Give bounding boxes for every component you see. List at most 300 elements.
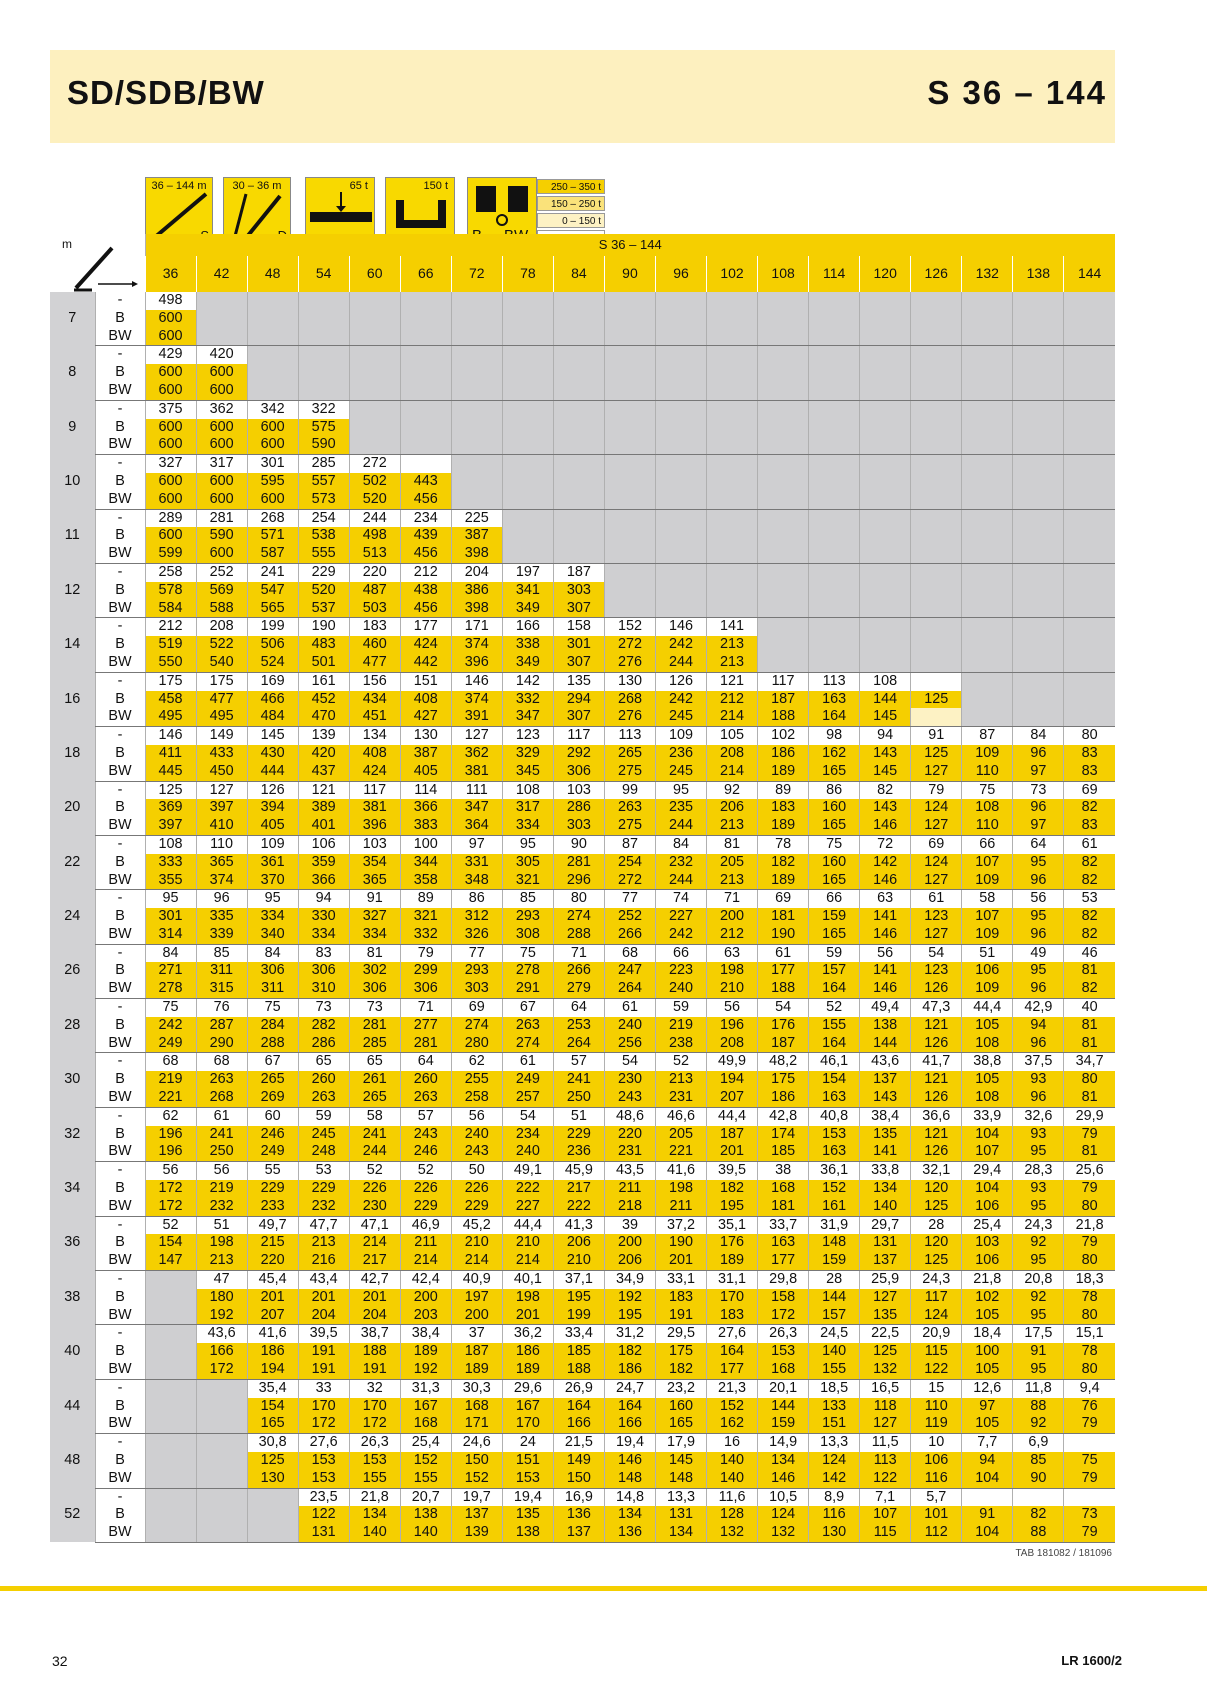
load-value-cell: 424 xyxy=(400,636,451,654)
boom-s-range: 36 – 144 m xyxy=(151,180,207,192)
load-value-cell: 69 xyxy=(911,835,962,853)
load-value-cell xyxy=(707,328,758,346)
load-value-cell xyxy=(809,618,860,636)
load-value-cell xyxy=(1064,527,1115,545)
table-row xyxy=(50,1506,1115,1524)
load-value-cell: 145 xyxy=(860,763,911,781)
load-value-cell xyxy=(1013,419,1064,437)
load-value-cell: 149 xyxy=(553,1452,604,1470)
load-value-cell: 306 xyxy=(298,962,349,980)
load-value-cell: 154 xyxy=(247,1398,298,1416)
load-value-cell: 98 xyxy=(809,727,860,745)
load-value-cell: 200 xyxy=(451,1307,502,1325)
load-value-cell xyxy=(655,364,706,382)
load-value-cell: 153 xyxy=(298,1452,349,1470)
load-value-cell: 122 xyxy=(911,1361,962,1379)
load-value-cell: 243 xyxy=(604,1089,655,1107)
load-value-cell: 137 xyxy=(860,1252,911,1270)
load-value-cell: 81 xyxy=(1064,1143,1115,1161)
load-value-cell xyxy=(604,600,655,618)
load-value-cell xyxy=(1064,491,1115,509)
load-value-cell: 53 xyxy=(1064,890,1115,908)
load-value-cell: 186 xyxy=(502,1343,553,1361)
table-row xyxy=(50,817,1115,835)
load-value-cell: 138 xyxy=(502,1524,553,1542)
load-value-cell xyxy=(962,473,1013,491)
crane-radius-icon xyxy=(70,234,140,292)
load-value-cell: 171 xyxy=(451,618,502,636)
load-value-cell: 293 xyxy=(451,962,502,980)
load-value-cell: 249 xyxy=(145,1035,196,1053)
load-value-cell: 245 xyxy=(298,1126,349,1144)
load-value-cell xyxy=(400,419,451,437)
load-value-cell xyxy=(962,509,1013,527)
load-value-cell xyxy=(553,436,604,454)
load-value-cell xyxy=(1064,600,1115,618)
table-row xyxy=(50,1379,1115,1397)
load-value-cell: 137 xyxy=(451,1506,502,1524)
load-value-cell: 176 xyxy=(758,1017,809,1035)
load-value-cell xyxy=(604,527,655,545)
load-value-cell: 495 xyxy=(196,708,247,726)
load-value-cell: 213 xyxy=(707,817,758,835)
load-value-cell xyxy=(809,292,860,310)
load-value-cell: 321 xyxy=(400,908,451,926)
table-row xyxy=(50,908,1115,926)
load-value-cell xyxy=(502,364,553,382)
load-value-cell: 52 xyxy=(655,1053,706,1071)
load-value-cell: 573 xyxy=(298,491,349,509)
load-value-cell: 17,9 xyxy=(655,1434,706,1452)
table-row xyxy=(50,1343,1115,1361)
row-type-label: BW xyxy=(95,600,145,618)
load-value-cell xyxy=(1013,491,1064,509)
load-value-cell: 126 xyxy=(911,1035,962,1053)
load-value-cell xyxy=(349,292,400,310)
load-value-cell xyxy=(145,1470,196,1488)
row-type-label: BW xyxy=(95,872,145,890)
load-value-cell xyxy=(707,545,758,563)
load-value-cell: 38,7 xyxy=(349,1325,400,1343)
load-value-cell: 280 xyxy=(451,1035,502,1053)
radius-label: 32 xyxy=(50,1107,95,1161)
load-value-cell: 208 xyxy=(707,1035,758,1053)
radius-label: 28 xyxy=(50,999,95,1053)
load-value-cell xyxy=(809,491,860,509)
load-value-cell: 175 xyxy=(196,672,247,690)
load-value-cell: 186 xyxy=(247,1343,298,1361)
load-value-cell: 83 xyxy=(298,944,349,962)
load-value-cell: 398 xyxy=(451,600,502,618)
load-value-cell: 84 xyxy=(655,835,706,853)
load-value-cell: 175 xyxy=(758,1071,809,1089)
load-value-cell: 78 xyxy=(758,835,809,853)
footer-rule xyxy=(0,1586,1207,1591)
load-value-cell xyxy=(1064,436,1115,454)
load-value-cell: 242 xyxy=(655,691,706,709)
load-value-cell: 170 xyxy=(502,1415,553,1433)
load-value-cell xyxy=(145,1524,196,1542)
load-value-cell: 211 xyxy=(655,1198,706,1216)
load-value-cell: 22,5 xyxy=(860,1325,911,1343)
load-value-cell: 135 xyxy=(860,1126,911,1144)
load-value-cell xyxy=(553,346,604,364)
load-value-cell: 92 xyxy=(707,781,758,799)
load-value-cell xyxy=(911,527,962,545)
load-value-cell: 225 xyxy=(451,509,502,527)
table-row xyxy=(50,382,1115,400)
load-value-cell: 64 xyxy=(400,1053,451,1071)
load-value-cell xyxy=(451,292,502,310)
load-value-cell xyxy=(1013,691,1064,709)
load-value-cell xyxy=(196,1415,247,1433)
table-row xyxy=(50,980,1115,998)
load-value-cell xyxy=(655,491,706,509)
load-value-cell: 126 xyxy=(911,1089,962,1107)
load-value-cell: 29,6 xyxy=(502,1379,553,1397)
load-value-cell xyxy=(1064,618,1115,636)
load-value-cell xyxy=(298,364,349,382)
load-value-cell xyxy=(655,455,706,473)
load-value-cell: 272 xyxy=(604,872,655,890)
load-value-cell: 56 xyxy=(1013,890,1064,908)
load-value-cell xyxy=(911,419,962,437)
load-value-cell: 437 xyxy=(298,763,349,781)
load-value-cell: 8,9 xyxy=(809,1488,860,1506)
load-value-cell: 48,6 xyxy=(604,1107,655,1125)
load-value-cell xyxy=(758,654,809,672)
load-value-cell xyxy=(1013,473,1064,491)
load-value-cell: 96 xyxy=(1013,1035,1064,1053)
load-value-cell: 130 xyxy=(604,672,655,690)
load-value-cell xyxy=(758,400,809,418)
load-value-cell: 303 xyxy=(451,980,502,998)
load-value-cell: 149 xyxy=(196,727,247,745)
load-value-cell: 238 xyxy=(655,1035,706,1053)
boom-length-header: 96 xyxy=(655,256,706,292)
load-value-cell xyxy=(502,545,553,563)
load-value-cell: 73 xyxy=(298,999,349,1017)
table-row xyxy=(50,1470,1115,1488)
load-value-cell: 159 xyxy=(758,1415,809,1433)
load-value-cell: 123 xyxy=(502,727,553,745)
load-value-cell: 296 xyxy=(553,872,604,890)
table-row xyxy=(50,1398,1115,1416)
load-value-cell: 120 xyxy=(911,1180,962,1198)
load-value-cell: 72 xyxy=(860,835,911,853)
load-value-cell: 520 xyxy=(298,582,349,600)
load-value-cell: 163 xyxy=(809,691,860,709)
load-value-cell: 11,6 xyxy=(707,1488,758,1506)
load-value-cell xyxy=(604,582,655,600)
load-value-cell: 166 xyxy=(502,618,553,636)
load-value-cell: 47 xyxy=(196,1271,247,1289)
load-value-cell xyxy=(196,1452,247,1470)
load-value-cell: 182 xyxy=(758,854,809,872)
load-value-cell: 71 xyxy=(400,999,451,1017)
load-value-cell: 122 xyxy=(298,1506,349,1524)
load-value-cell: 285 xyxy=(298,455,349,473)
radius-label: 44 xyxy=(50,1379,95,1433)
load-value-cell: 255 xyxy=(451,1071,502,1089)
load-value-cell xyxy=(604,455,655,473)
header-left-title: SD/SDB/BW xyxy=(67,74,265,111)
load-value-cell: 334 xyxy=(349,926,400,944)
load-value-cell: 38,4 xyxy=(400,1325,451,1343)
load-value-cell: 151 xyxy=(809,1415,860,1433)
load-value-cell: 244 xyxy=(655,654,706,672)
load-value-cell: 265 xyxy=(349,1089,400,1107)
load-value-cell xyxy=(1064,654,1115,672)
load-value-cell xyxy=(911,473,962,491)
row-type-label: - xyxy=(95,509,145,527)
load-value-cell: 136 xyxy=(604,1524,655,1542)
load-value-cell: 15,1 xyxy=(1064,1325,1115,1343)
load-value-cell: 18,4 xyxy=(962,1325,1013,1343)
load-value-cell: 269 xyxy=(247,1089,298,1107)
load-value-cell: 93 xyxy=(1013,1126,1064,1144)
load-value-cell: 430 xyxy=(247,745,298,763)
load-value-cell: 140 xyxy=(707,1470,758,1488)
load-value-cell: 599 xyxy=(145,545,196,563)
load-value-cell: 374 xyxy=(196,872,247,890)
radius-label: 18 xyxy=(50,727,95,781)
table-row xyxy=(50,310,1115,328)
load-value-cell: 30,8 xyxy=(247,1434,298,1452)
load-value-cell: 326 xyxy=(451,926,502,944)
load-value-cell: 281 xyxy=(400,1035,451,1053)
load-value-cell: 102 xyxy=(962,1289,1013,1307)
load-value-cell: 183 xyxy=(349,618,400,636)
load-value-cell: 434 xyxy=(349,691,400,709)
load-value-cell: 172 xyxy=(298,1415,349,1433)
load-value-cell xyxy=(1013,582,1064,600)
load-value-cell: 339 xyxy=(196,926,247,944)
load-value-cell: 104 xyxy=(962,1524,1013,1542)
load-value-cell: 49,9 xyxy=(707,1053,758,1071)
load-value-cell xyxy=(809,654,860,672)
load-value-cell: 174 xyxy=(758,1126,809,1144)
load-value-cell: 311 xyxy=(196,962,247,980)
row-type-label: BW xyxy=(95,382,145,400)
load-value-cell: 513 xyxy=(349,545,400,563)
load-value-cell: 160 xyxy=(809,799,860,817)
load-value-cell xyxy=(962,382,1013,400)
load-value-cell xyxy=(707,364,758,382)
load-value-cell xyxy=(502,310,553,328)
load-value-cell: 82 xyxy=(1064,926,1115,944)
load-value-cell: 477 xyxy=(196,691,247,709)
load-value-cell: 201 xyxy=(298,1289,349,1307)
table-row xyxy=(50,962,1115,980)
row-type-label: - xyxy=(95,1271,145,1289)
load-value-cell: 150 xyxy=(451,1452,502,1470)
table-row xyxy=(50,618,1115,636)
load-value-cell: 498 xyxy=(145,292,196,310)
load-value-cell: 43,6 xyxy=(196,1325,247,1343)
load-value-cell xyxy=(400,292,451,310)
load-value-cell: 277 xyxy=(400,1017,451,1035)
load-value-cell: 66 xyxy=(962,835,1013,853)
load-value-cell xyxy=(758,436,809,454)
load-value-cell: 172 xyxy=(196,1361,247,1379)
load-value-cell: 34,9 xyxy=(604,1271,655,1289)
load-value-cell: 396 xyxy=(451,654,502,672)
load-value-cell: 42,7 xyxy=(349,1271,400,1289)
load-value-cell xyxy=(655,382,706,400)
load-value-cell: 56 xyxy=(707,999,758,1017)
load-value-cell xyxy=(707,473,758,491)
load-value-cell xyxy=(604,346,655,364)
load-value-cell: 191 xyxy=(298,1361,349,1379)
load-value-cell: 103 xyxy=(962,1234,1013,1252)
row-type-label: - xyxy=(95,1379,145,1397)
load-value-cell xyxy=(655,545,706,563)
load-value-cell: 125 xyxy=(145,781,196,799)
load-value-cell: 230 xyxy=(349,1198,400,1216)
table-row xyxy=(50,799,1115,817)
load-value-cell xyxy=(145,1361,196,1379)
boom-length-header: 90 xyxy=(604,256,655,292)
load-value-cell: 408 xyxy=(349,745,400,763)
load-value-cell: 229 xyxy=(247,1180,298,1198)
load-value-cell: 61 xyxy=(196,1107,247,1125)
load-value-cell xyxy=(553,491,604,509)
load-value-cell: 139 xyxy=(451,1524,502,1542)
load-value-cell: 175 xyxy=(655,1343,706,1361)
load-value-cell: 96 xyxy=(1013,980,1064,998)
load-value-cell xyxy=(758,346,809,364)
load-value-cell: 92 xyxy=(1013,1415,1064,1433)
load-value-cell: 95 xyxy=(1013,1143,1064,1161)
load-value-cell: 46,9 xyxy=(400,1216,451,1234)
load-value-cell: 294 xyxy=(553,691,604,709)
load-value-cell: 49,4 xyxy=(860,999,911,1017)
row-type-label: B xyxy=(95,1343,145,1361)
load-value-cell xyxy=(860,563,911,581)
load-value-cell: 214 xyxy=(451,1252,502,1270)
load-value-cell: 600 xyxy=(145,328,196,346)
load-value-cell: 49,7 xyxy=(247,1216,298,1234)
load-value-cell: 143 xyxy=(860,1089,911,1107)
table-row xyxy=(50,872,1115,890)
load-value-cell: 79 xyxy=(1064,1126,1115,1144)
load-value-cell: 235 xyxy=(655,799,706,817)
load-value-cell: 284 xyxy=(247,1017,298,1035)
load-value-cell: 170 xyxy=(707,1289,758,1307)
table-row xyxy=(50,1361,1115,1379)
load-value-cell: 192 xyxy=(604,1289,655,1307)
load-value-cell xyxy=(502,382,553,400)
load-value-cell xyxy=(758,310,809,328)
load-value-cell: 115 xyxy=(911,1343,962,1361)
table-row xyxy=(50,1198,1115,1216)
load-value-cell: 162 xyxy=(707,1415,758,1433)
load-value-cell: 349 xyxy=(502,654,553,672)
row-type-label: B xyxy=(95,582,145,600)
load-value-cell: 84 xyxy=(1013,727,1064,745)
load-value-cell: 24,5 xyxy=(809,1325,860,1343)
load-value-cell xyxy=(962,455,1013,473)
load-value-cell: 311 xyxy=(247,980,298,998)
load-value-cell xyxy=(911,708,962,726)
boom-length-header: 120 xyxy=(860,256,911,292)
load-value-cell: 303 xyxy=(553,817,604,835)
load-value-cell xyxy=(707,419,758,437)
load-value-cell: 90 xyxy=(553,835,604,853)
load-value-cell: 397 xyxy=(196,799,247,817)
load-value-cell xyxy=(962,636,1013,654)
load-value-cell xyxy=(196,1488,247,1506)
load-value-cell: 600 xyxy=(196,436,247,454)
load-value-cell: 575 xyxy=(298,419,349,437)
row-type-label: B xyxy=(95,636,145,654)
load-value-cell: 106 xyxy=(962,1198,1013,1216)
load-value-cell: 334 xyxy=(247,908,298,926)
load-value-cell: 9,4 xyxy=(1064,1379,1115,1397)
load-value-cell: 108 xyxy=(145,835,196,853)
load-value-cell xyxy=(707,491,758,509)
load-value-cell: 219 xyxy=(196,1180,247,1198)
load-value-cell: 141 xyxy=(860,962,911,980)
load-value-cell: 286 xyxy=(298,1035,349,1053)
load-value-cell xyxy=(655,346,706,364)
table-row xyxy=(50,346,1115,364)
load-value-cell: 119 xyxy=(911,1415,962,1433)
radius-label: 24 xyxy=(50,890,95,944)
load-value-cell: 29,7 xyxy=(860,1216,911,1234)
load-value-cell: 140 xyxy=(349,1524,400,1542)
load-value-cell: 254 xyxy=(298,509,349,527)
counterweight-weight: 150 t xyxy=(423,180,448,192)
table-row xyxy=(50,999,1115,1017)
load-value-cell: 69 xyxy=(758,890,809,908)
load-value-cell: 20,1 xyxy=(758,1379,809,1397)
load-value-cell: 137 xyxy=(553,1524,604,1542)
load-value-cell xyxy=(809,328,860,346)
load-value-cell: 68 xyxy=(604,944,655,962)
load-value-cell xyxy=(196,1379,247,1397)
load-value-cell: 68 xyxy=(145,1053,196,1071)
load-value-cell: 79 xyxy=(1064,1524,1115,1542)
load-value-cell: 299 xyxy=(400,962,451,980)
load-value-cell: 140 xyxy=(809,1343,860,1361)
load-value-cell: 590 xyxy=(298,436,349,454)
load-value-cell xyxy=(1064,672,1115,690)
load-value-cell: 189 xyxy=(758,872,809,890)
load-value-cell: 87 xyxy=(604,835,655,853)
load-value-cell: 268 xyxy=(247,509,298,527)
load-value-cell: 246 xyxy=(247,1126,298,1144)
load-value-cell xyxy=(1013,509,1064,527)
boom-length-header: 78 xyxy=(502,256,553,292)
radius-label: 52 xyxy=(50,1488,95,1542)
load-value-cell xyxy=(145,1325,196,1343)
load-value-cell: 185 xyxy=(553,1343,604,1361)
load-value-cell: 439 xyxy=(400,527,451,545)
load-value-cell: 80 xyxy=(1064,1307,1115,1325)
load-value-cell: 405 xyxy=(247,817,298,835)
load-value-cell xyxy=(247,346,298,364)
row-type-label: B xyxy=(95,745,145,763)
load-value-cell: 288 xyxy=(553,926,604,944)
load-value-cell: 354 xyxy=(349,854,400,872)
load-value-cell: 258 xyxy=(145,563,196,581)
load-value-cell: 217 xyxy=(349,1252,400,1270)
table-row xyxy=(50,1307,1115,1325)
load-value-cell xyxy=(247,1488,298,1506)
load-value-cell xyxy=(145,1398,196,1416)
